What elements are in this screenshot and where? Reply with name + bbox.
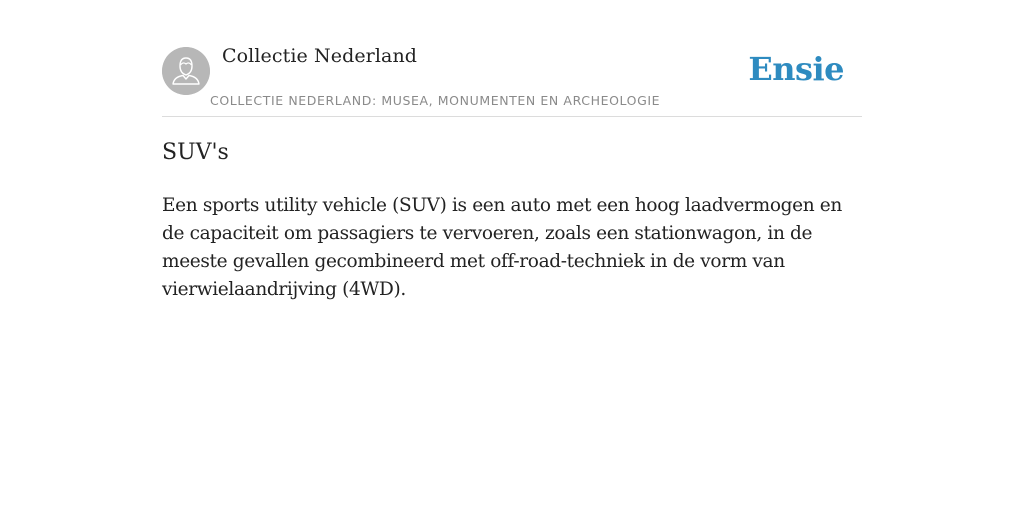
header: [162, 40, 862, 117]
article-body: Een sports utility vehicle (SUV) is een auto met een hoog laadvermogen en de capaciteit om passagiers te vervoeren, zoals een stationwagon, in de meeste gevallen gecombineerd met off-road-techniek in de vorm van vierwielaandrijving (4WD).: [162, 195, 842, 300]
brand-logo[interactable]: Ensie: [748, 50, 844, 88]
author-name[interactable]: Collectie Nederland: [222, 45, 418, 67]
article-title: SUV's: [162, 140, 229, 165]
author-avatar[interactable]: [162, 47, 210, 95]
author-subtitle: COLLECTIE NEDERLAND: MUSEA, MONUMENTEN EN ARCHEOLOGIE: [210, 93, 661, 108]
user-placeholder-icon: [162, 47, 210, 95]
